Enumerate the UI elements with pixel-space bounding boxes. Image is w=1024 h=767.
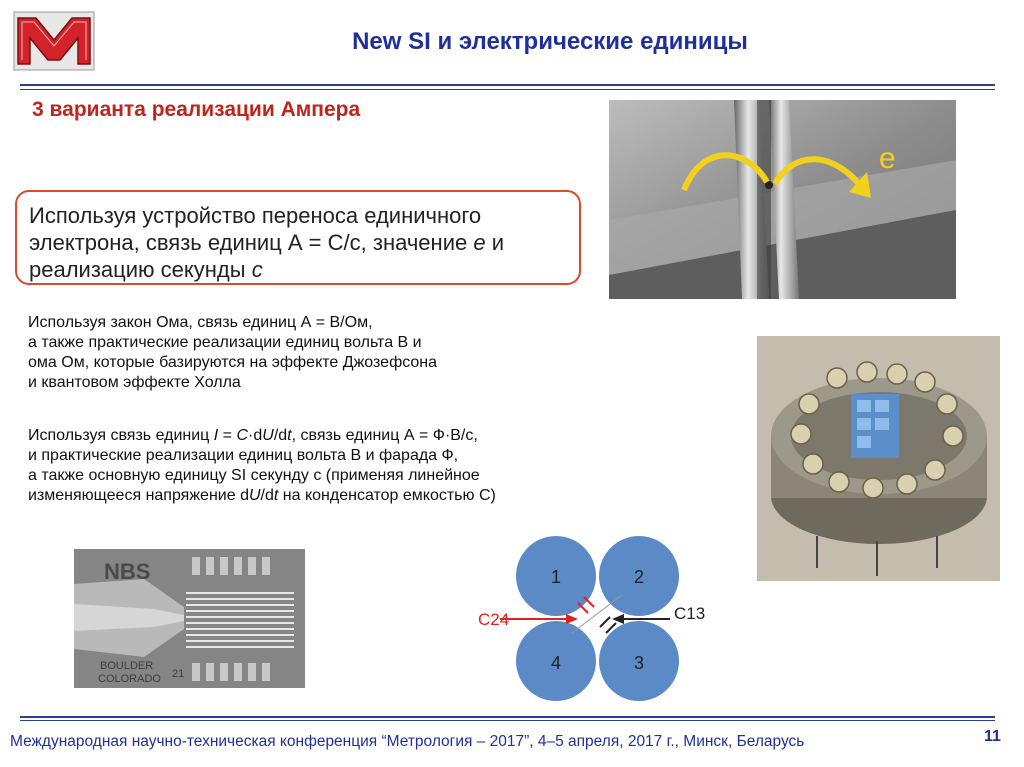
- page-number: 11: [984, 728, 1001, 745]
- cryogenic-device-photo: [757, 336, 1000, 581]
- capacitor-circles-diagram: [460, 535, 735, 705]
- nbs-label: NBS: [104, 559, 151, 584]
- nbs-boulder: BOULDER: [100, 660, 154, 672]
- footer-divider-thin: [20, 720, 995, 721]
- callout-text-before: Используя устройство переноса единичного электрона, связь единиц А = С/с, значение: [29, 203, 482, 255]
- paragraph-line: а также основную единицу SI секунду с (применяя линейное: [28, 467, 480, 484]
- paragraph-line: изменяющееся напряжение dU/dt на конденсатор емкостью С): [28, 487, 496, 504]
- callout-e: e: [473, 230, 486, 255]
- callout-text-mid: и реализацию секунды: [29, 230, 504, 282]
- ohm-law-paragraph: [28, 313, 437, 393]
- electrode-label-1: 1: [550, 567, 562, 587]
- electrode-label-4: 4: [550, 653, 562, 673]
- paragraph-line: а также практические реализации единиц вольта В и: [28, 334, 422, 351]
- cap-label-c24: C24: [478, 610, 510, 629]
- paragraph-line: ома Ом, которые базируются на эффекте Джозефсона: [28, 354, 438, 371]
- footer-text: Международная научно-техническая конференция “Метрология – 2017”, 4–5 апреля, 2017 г., Минск, Беларусь: [10, 733, 805, 750]
- highlight-callout: [15, 190, 581, 285]
- slide-subtitle: 3 варианта реализации Ампера: [32, 98, 361, 121]
- sem-electron-device-image: [609, 100, 956, 299]
- footer-divider: [20, 716, 995, 718]
- callout-c: с: [251, 257, 263, 282]
- electrode-label-3: 3: [633, 653, 645, 673]
- nbs-chip-image: [74, 549, 305, 688]
- paragraph-line: Используя закон Ома, связь единиц А = В/Ом,: [28, 314, 373, 331]
- nbs-colorado: COLORADO: [98, 673, 161, 685]
- electrode-label-2: 2: [633, 567, 645, 587]
- paragraph-line: и квантовом эффекте Холла: [28, 374, 241, 391]
- cap-label-c13: C13: [674, 604, 706, 623]
- nbs-number: 21: [172, 668, 185, 680]
- page-title: New SI и электрические единицы: [352, 28, 748, 55]
- electron-label: e: [879, 142, 896, 175]
- paragraph-line: и практические реализации единиц вольта В и фарада Ф,: [28, 447, 459, 464]
- header-divider: [20, 84, 995, 86]
- capacitor-paragraph: [28, 426, 496, 506]
- paragraph-line: Используя связь единиц I = C·dU/dt, связь единиц А = Ф·В/с,: [28, 427, 478, 444]
- header-divider-thin: [20, 89, 995, 90]
